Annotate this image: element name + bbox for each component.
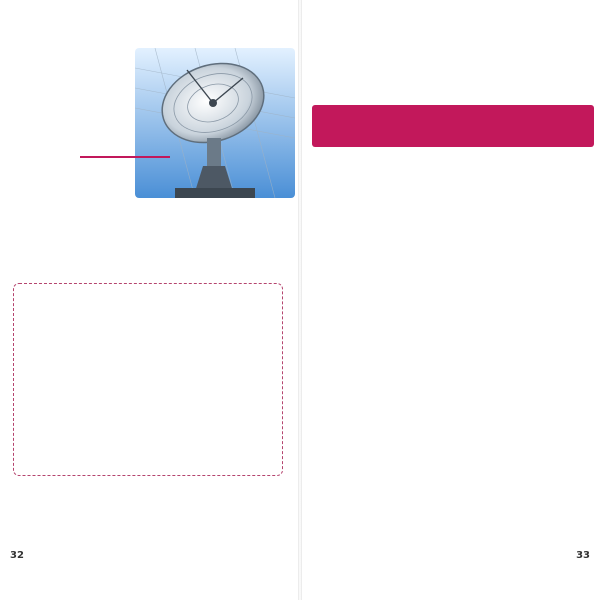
- intro-line: [18, 172, 258, 183]
- quote-paragraph-1: [24, 292, 272, 348]
- body-line: [312, 399, 587, 410]
- subheading-line: [312, 300, 587, 311]
- body-line: [312, 204, 587, 215]
- intro-paragraph: [18, 172, 258, 260]
- body-line: [312, 171, 587, 182]
- quote-line: [24, 292, 272, 303]
- intro-line: [18, 238, 258, 249]
- body-line: [312, 61, 587, 72]
- quote-line: [24, 378, 272, 389]
- event-info-banner: [312, 105, 594, 147]
- intro-line: [18, 194, 258, 205]
- body-line: [312, 215, 587, 226]
- body-line: [312, 237, 587, 248]
- subheading-1: [312, 300, 587, 322]
- body-line: [312, 259, 587, 270]
- body-line: [312, 28, 587, 39]
- body-line: [312, 39, 587, 50]
- quote-line: [24, 356, 272, 367]
- body-line: [312, 377, 587, 388]
- second-paragraph: [312, 333, 587, 421]
- title-underline: [80, 156, 170, 158]
- quote-line: [24, 303, 272, 314]
- intro-line: [18, 227, 258, 238]
- closing-line: [13, 501, 283, 512]
- quote-line: [24, 325, 272, 336]
- quote-box: [13, 283, 283, 476]
- body-line: [312, 366, 587, 377]
- page-number: 33: [576, 550, 590, 561]
- body-line: [312, 248, 587, 259]
- quote-line: [24, 367, 272, 378]
- right-page: [300, 0, 600, 600]
- quote-paragraph-2: [24, 356, 272, 412]
- intro-line: [18, 205, 258, 216]
- title-line-1: [20, 118, 190, 136]
- body-line: [312, 226, 587, 237]
- body-line: [312, 344, 587, 355]
- top-paragraph: [312, 28, 587, 83]
- body-line: [312, 182, 587, 193]
- main-paragraph: [312, 160, 587, 270]
- body-line: [312, 410, 587, 421]
- quote-line: [24, 314, 272, 325]
- body-line: [312, 388, 587, 399]
- body-line: [312, 72, 587, 83]
- quote-line: [24, 389, 272, 400]
- body-line: [312, 355, 587, 366]
- intro-line: [18, 216, 258, 227]
- page-number: 32: [10, 550, 24, 561]
- body-line: [312, 50, 587, 61]
- closing-line: [13, 490, 283, 501]
- subheading-line: [312, 311, 587, 322]
- body-line: [312, 160, 587, 171]
- article-title: [20, 118, 190, 158]
- intro-line: [18, 183, 258, 194]
- body-line: [312, 193, 587, 204]
- title-line-2: [20, 136, 190, 154]
- intro-line: [18, 249, 258, 260]
- body-line: [312, 333, 587, 344]
- closing-highlight: [13, 490, 283, 512]
